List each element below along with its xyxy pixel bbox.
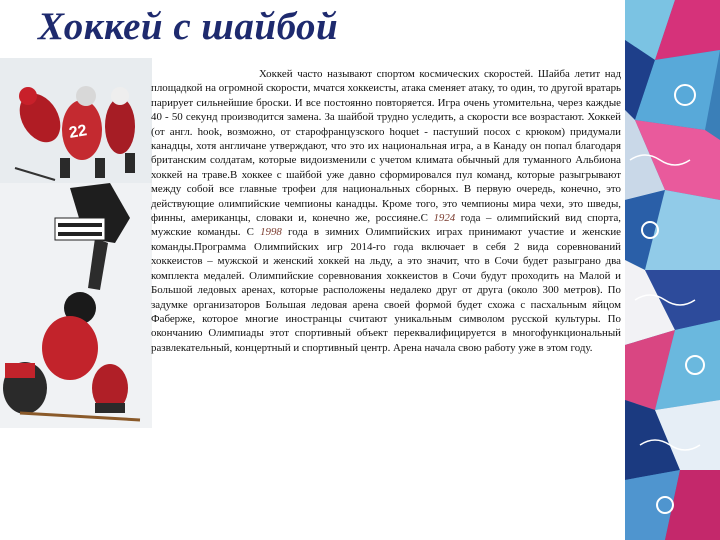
article-text-part1: Хоккей часто называют спортом космических скоростей. Шайба летит над площадкой на огромной скорости, мчатся хоккеисты, атака сменяет атаку, то один, то другой вратарь парирует сильнейшие броски. И все постоянно повторяется. Игра очень утомительна, через каждые 40 - 50 секунд производится замена. За шайбой трудно уследить, а скорости все возрастают. Хоккей (от англ. hook, возможно, от старофранцузского hoquet - пастуший посох с крюком) придумали канадцы, хотя англичане утверждают, что это их национальная игра, а в Канаду он попал благодаря британским солдатам, которые видоизменили с учетом климата обычный для туманного Альбиона хоккей на траве.В хоккее с шайбой уже давно сформировался пул команд, которые разыгрывают между собой все главные трофеи для национальных сборных. В первую очередь, конечно, это действующие олимпийские чемпионы канадцы. Кроме того, это чемпионы мира чехи, это шведы, финны, американцы, словаки и, конечно же, россияне.С	[151, 68, 621, 225]
article-body	[151, 67, 621, 355]
svg-text:22: 22	[67, 122, 89, 142]
article-text-part2: года – олимпийский вид спорта, мужские команды. С	[151, 212, 622, 239]
year-1924: 1924	[433, 212, 456, 225]
hockey-players-photo	[0, 58, 152, 428]
article-text-part3: года в зимних Олимпийских играх принимают участие и женские команды.Программа Олимпийских игр 2014-го года включает в себя 2 вида соревнований хоккеистов – мужской и женский хоккей на льду, а это значит, что в Сочи будет разыграно два комплекта медалей. Олимпийские соревнования хоккеистов в Сочи будут проходить на Малой и Большой ледовых аренах, которые расположены недалеко друг от друга (около 300 метров). По задумке организаторов Большая ледовая арена своей формой будет схожа с пасхальным яйцом Фаберже, которое многие иностранцы считают уникальным символом русской культуры. По окончанию Олимпиады этот спортивный объект переквалифицируется в многофункциональный развлекательный, концертный и спортивный центр. Арена начала свою работу уже в этом году.	[151, 226, 621, 354]
year-1998: 1998	[260, 226, 282, 239]
decorative-patchwork-pattern	[625, 0, 720, 540]
page-title: Хоккей с шайбой	[38, 5, 339, 48]
